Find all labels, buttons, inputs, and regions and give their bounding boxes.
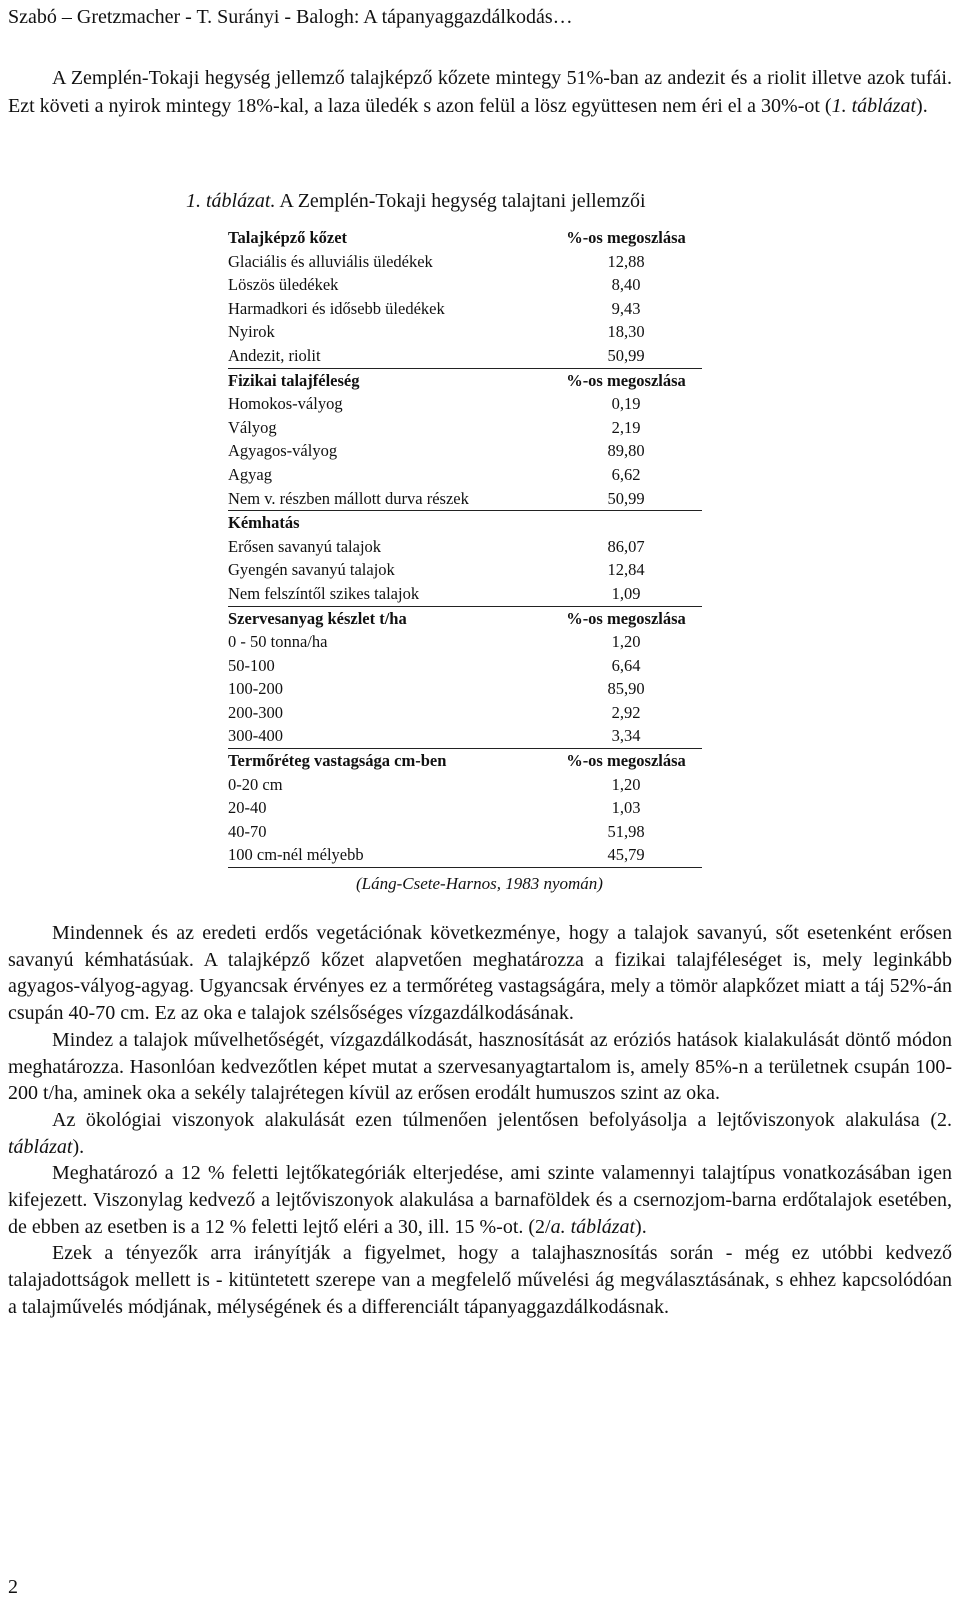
row-value: 86,07 <box>607 536 645 556</box>
column-header <box>550 511 702 535</box>
table-row <box>228 250 702 274</box>
row-value: 1,03 <box>611 798 641 818</box>
section-title: Fizikai talajféleség <box>228 370 360 390</box>
row-label: 50-100 <box>228 655 275 675</box>
row-value: 1,20 <box>611 774 641 794</box>
table-row <box>228 796 702 820</box>
row-value: 1,09 <box>550 582 702 606</box>
paragraph-3-tail: ). <box>72 1135 85 1158</box>
row-label: Glaciális és alluviális üledékek <box>228 251 433 271</box>
row-value: 18,30 <box>607 322 645 342</box>
paragraph-1: Mindennek és az eredeti erdős vegetációnak következménye, hogy a talajok savanyú, sőt esetenként erősen savanyú kémhatásúak. A talajképző kőzet alapvetően meghatározza a fizikai talajféleséget is, mely leginkább agyagos-vályog-agyag. Ugyancsak érvényes ez a termőréteg vastagságára, mely a tömör alapkőzet miatt a táj 52%-án csupán 40-70 cm. Ez az oka e talajok szélsőséges vízgazdálkodásának. <box>8 922 952 1025</box>
row-label: Erősen savanyú talajok <box>228 536 382 556</box>
table-row <box>228 654 702 678</box>
table-row <box>228 701 702 725</box>
row-value: 9,43 <box>611 298 641 318</box>
paragraph-4-tail: ). <box>635 1215 647 1238</box>
row-label: 20-40 <box>228 798 267 818</box>
table-row <box>228 820 702 844</box>
column-header: %-os megoszlása <box>566 370 686 390</box>
column-header: %-os megoszlása <box>566 608 686 628</box>
row-value: 6,62 <box>611 464 641 484</box>
row-label: 100-200 <box>228 679 283 699</box>
soil-table-body <box>228 226 702 868</box>
table-row <box>228 273 702 297</box>
table-row <box>228 582 702 606</box>
section-title: Szervesanyag készlet t/ha <box>228 608 407 628</box>
table-row <box>228 439 702 463</box>
column-header: %-os megoszlása <box>566 228 686 247</box>
row-value: 0,19 <box>611 394 641 414</box>
paragraph-3-text: Az ökológiai viszonyok alakulását ezen túlmenően jelentősen befolyásolja a lejtőviszonyok alakulása (2. <box>52 1108 952 1131</box>
table-row <box>228 773 702 797</box>
row-label: Nyirok <box>228 322 275 342</box>
section-header-row <box>228 749 702 773</box>
row-label: 300-400 <box>228 724 550 748</box>
paragraph-2: Mindez a talajok művelhetőségét, vízgazdálkodását, hasznosítását az eróziós hatások kialakulását döntő módon meghatározza. Hasonlóan kedvezőtlen képet mutat a szervesanyagtartalom is, amely 85%-n a területnek csupán 100-200 t/ha, aminek oka a sekély talajrétegen kívül az erősen erodált humuszos szint az oka. <box>8 1028 952 1105</box>
table-row <box>228 535 702 559</box>
running-header: Szabó – Gretzmacher - T. Surányi - Balogh: A tápanyaggazdálkodás… <box>8 6 573 28</box>
row-value: 6,64 <box>611 655 641 675</box>
row-label: Vályog <box>228 417 277 437</box>
row-label: 40-70 <box>228 821 267 841</box>
table-title: A Zemplén-Tokaji hegység talajtani jellemzői <box>275 190 646 212</box>
row-value: 2,19 <box>611 417 641 437</box>
row-label: Homokos-vályog <box>228 394 343 414</box>
column-header: %-os megoszlása <box>566 751 686 771</box>
table-reference: 1. táblázat <box>831 95 917 117</box>
paragraph-4-text: Meghatározó a 12 % feletti lejtőkategóriák elterjedése, ami szinte valamennyi talajtípus vonatkozásában igen kifejezett. Viszonylag kedvező a lejtőviszonyok alakulása a barnaföldek és a csernozjom-barna erdőtalajok esetében, de ebben az esetben is a 12 % feletti lejtő eléri a 30, ill. 15 %-ot. (2/ <box>8 1162 952 1238</box>
table-number: 1. táblázat. <box>186 190 276 212</box>
section-title: Talajképző kőzet <box>228 228 348 247</box>
row-value: 1,20 <box>611 632 641 652</box>
row-value: 50,99 <box>550 487 702 511</box>
table-row <box>228 297 702 321</box>
page-number: 2 <box>8 1576 18 1598</box>
table-row <box>228 416 702 440</box>
soil-properties-table <box>228 226 702 868</box>
table-row <box>228 320 702 344</box>
row-value: 2,92 <box>611 702 641 722</box>
table-row <box>228 463 702 487</box>
paragraph-5: Ezek a tényezők arra irányítják a figyelmet, hogy a talajhasznosítás során - még ez utóbbi kedvező talajadottságok mellett is - kitüntetett szerepe van a megfelelő művelési ág megválasztásának, s ehhez kapcsolódóan a talajművelés módjának, mélységének és a differenciált tápanyaggazdálkodásnak. <box>8 1242 952 1318</box>
paragraph-4 <box>8 1160 952 1240</box>
row-value: 51,98 <box>607 821 645 841</box>
table-reference: táblázat <box>8 1135 73 1158</box>
section-header-row <box>228 606 702 630</box>
row-label: 200-300 <box>228 702 283 722</box>
intro-text: A Zemplén-Tokaji hegység jellemző talajképző kőzete mintegy 51%-ban az andezit és a riolit illetve azok tufái. Ezt követi a nyirok mintegy 18%-kal, a laza üledék s azon felül a lösz együttesen nem éri el a 30%-ot ( <box>8 67 952 117</box>
section-header-row <box>228 368 702 392</box>
row-label: Gyengén savanyú talajok <box>228 560 395 580</box>
row-value: 50,99 <box>550 344 702 368</box>
row-label: Agyagos-vályog <box>228 441 338 461</box>
row-value: 89,80 <box>607 441 645 461</box>
section-header-row <box>228 226 702 250</box>
row-value: 45,79 <box>550 843 702 867</box>
table-row <box>228 677 702 701</box>
table-row <box>228 392 702 416</box>
row-value: 85,90 <box>607 679 645 699</box>
row-value: 8,40 <box>611 275 641 295</box>
paragraph-3 <box>8 1107 952 1160</box>
row-label: Harmadkori és idősebb üledékek <box>228 298 445 318</box>
table-caption <box>186 188 646 214</box>
row-label: Andezit, riolit <box>228 344 550 368</box>
intro-tail: ). <box>916 95 928 117</box>
section-title: Kémhatás <box>228 513 300 533</box>
body-text <box>8 920 952 1321</box>
row-value: 12,88 <box>607 251 645 271</box>
table-source: (Láng-Csete-Harnos, 1983 nyomán) <box>356 874 603 893</box>
section-header-row <box>228 511 702 535</box>
table-row <box>228 344 702 368</box>
row-value: 12,84 <box>607 560 645 580</box>
row-label: 0 - 50 tonna/ha <box>228 632 328 652</box>
row-label: Nem felszíntől szikes talajok <box>228 582 550 606</box>
row-label: Löszös üledékek <box>228 275 339 295</box>
row-label: Agyag <box>228 464 272 484</box>
section-title: Termőréteg vastagsága cm-ben <box>228 751 447 771</box>
table-row <box>228 843 702 867</box>
table-row <box>228 558 702 582</box>
table-row <box>228 724 702 748</box>
table-reference: a. táblázat <box>550 1215 636 1238</box>
row-label: Nem v. részben mállott durva részek <box>228 487 550 511</box>
table-row <box>228 630 702 654</box>
row-value: 3,34 <box>550 724 702 748</box>
table-row <box>228 487 702 511</box>
intro-paragraph <box>8 64 952 120</box>
row-label: 100 cm-nél mélyebb <box>228 843 550 867</box>
row-label: 0-20 cm <box>228 774 283 794</box>
